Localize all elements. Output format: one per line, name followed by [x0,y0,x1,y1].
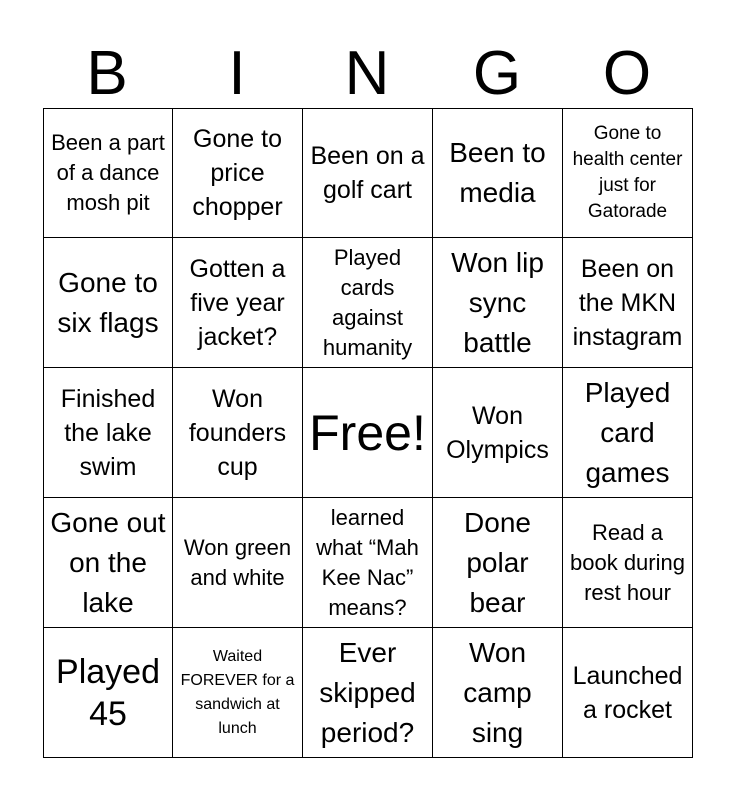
bingo-cell[interactable]: Won lip sync battle [433,238,563,368]
bingo-cell[interactable]: Won camp sing [433,628,563,758]
bingo-cell[interactable]: Done polar bear [433,498,563,628]
bingo-cell[interactable]: Waited FOREVER for a sandwich at lunch [173,628,303,758]
header-letter-o: O [602,39,654,108]
bingo-cell[interactable]: Been to media [433,108,563,238]
bingo-cell[interactable]: Gone out on the lake [43,498,173,628]
bingo-cell[interactable]: Finished the lake swim [43,368,173,498]
bingo-cell[interactable]: learned what “Mah Kee Nac” means? [303,498,433,628]
bingo-cell[interactable]: Gone to six flags [43,238,173,368]
bingo-header [43,40,693,108]
bingo-cell[interactable]: Launched a rocket [563,628,693,758]
bingo-cell[interactable]: Won founders cup [173,368,303,498]
bingo-cell[interactable]: Been on the MKN instagram [563,238,693,368]
bingo-cell[interactable]: Been a part of a dance mosh pit [43,108,173,238]
bingo-cell-free[interactable]: Free! [303,368,433,498]
bingo-cell[interactable]: Played 45 [43,628,173,758]
bingo-board [43,108,693,758]
bingo-cell[interactable]: Been on a golf cart [303,108,433,238]
bingo-cell[interactable]: Won Olympics [433,368,563,498]
bingo-cell[interactable]: Ever skipped period? [303,628,433,758]
bingo-cell[interactable]: Read a book during rest hour [563,498,693,628]
header-letter-i: I [228,39,248,108]
bingo-cell[interactable]: Gotten a five year jacket? [173,238,303,368]
bingo-cell[interactable]: Gone to health center just for Gatorade [563,108,693,238]
bingo-cell[interactable]: Played cards against humanity [303,238,433,368]
header-letter-b: B [86,39,130,108]
bingo-cell[interactable]: Won green and white [173,498,303,628]
header-letter-g: G [472,39,524,108]
bingo-cell[interactable]: Gone to price chopper [173,108,303,238]
bingo-cell[interactable]: Played card games [563,368,693,498]
header-letter-n: N [344,39,392,108]
